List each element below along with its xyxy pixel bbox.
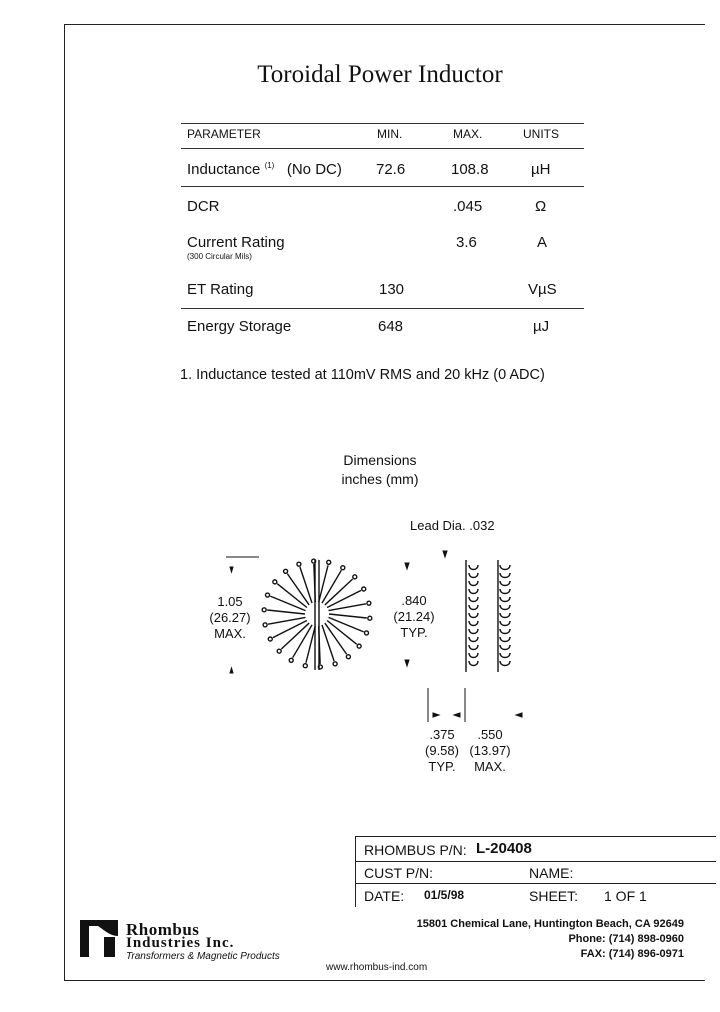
header-units: UNITS <box>523 127 559 141</box>
row-dcr-units: Ω <box>535 198 547 215</box>
coil-turn <box>500 653 510 658</box>
pn-label: RHOMBUS P/N: <box>364 842 467 858</box>
footnote: 1. Inductance tested at 110mV RMS and 20 kHz (0 ADC) <box>180 367 545 383</box>
coil-turn <box>469 637 478 642</box>
winding-loop <box>333 662 337 666</box>
coil-turn <box>469 565 478 570</box>
coil-turn <box>500 581 510 586</box>
coil-turn <box>469 589 478 594</box>
date-value: 01/5/98 <box>424 888 465 902</box>
winding-loop <box>268 637 272 641</box>
company-address: 15801 Chemical Lane, Huntington Beach, CA 92649 <box>416 918 684 930</box>
row-inductance-max: 108.8 <box>451 161 489 178</box>
row-et-param: ET Rating <box>187 281 254 298</box>
coil-turn <box>500 613 510 618</box>
winding-turn <box>268 617 305 624</box>
header-parameter: PARAMETER <box>187 127 261 141</box>
row-energy-min: 648 <box>378 318 404 335</box>
row-inductance-param: Inductance $^{(1)}$ (No DC) <box>187 161 342 178</box>
coil-turn <box>500 645 510 650</box>
company-name-line2: Industries Inc. <box>126 935 235 951</box>
winding-loop <box>362 587 366 591</box>
row-current-units: A <box>537 234 548 251</box>
coil-turn <box>500 573 510 578</box>
winding-loop <box>346 655 350 659</box>
winding-loop <box>262 608 266 612</box>
winding-loop <box>303 664 307 668</box>
winding-turn <box>300 567 312 603</box>
pn-value: L-20408 <box>476 840 532 857</box>
winding-loop <box>277 649 281 653</box>
winding-loop <box>368 616 372 620</box>
company-tagline: Transformers & Magnetic Products <box>126 951 280 962</box>
row-et-min: 130 <box>379 281 405 298</box>
cust-pn-label: CUST P/N: <box>364 865 433 881</box>
winding-turn <box>322 625 334 661</box>
coil-turn <box>469 629 478 634</box>
coil-turn <box>469 573 478 578</box>
winding-turn <box>329 604 366 611</box>
row-inductance-units: µH <box>531 161 551 178</box>
row-energy-param: Energy Storage <box>187 318 292 335</box>
date-label: DATE: <box>364 888 405 904</box>
row-et-units: VµS <box>528 281 557 298</box>
winding-turn <box>270 596 305 610</box>
row-dcr-max: .045 <box>453 198 483 215</box>
row-energy-units: µJ <box>533 318 550 335</box>
coil-turn <box>469 645 478 650</box>
coil-turn <box>469 653 478 658</box>
row-dcr-param: DCR <box>187 198 220 215</box>
coil-turn <box>469 661 478 666</box>
winding-turn <box>267 610 305 614</box>
winding-loop <box>327 560 331 564</box>
header-min: MIN. <box>377 127 403 141</box>
company-website[interactable]: www.rhombus-ind.com <box>326 962 428 973</box>
row-current-sub: (300 Circular Mils) <box>187 252 252 261</box>
row-current-max: 3.6 <box>456 234 477 251</box>
title-block <box>355 836 716 907</box>
coil-side-view <box>466 560 510 672</box>
coil-turn <box>500 605 510 610</box>
winding-turn <box>319 565 328 602</box>
name-label: NAME: <box>529 865 574 881</box>
row-inductance-min: 72.6 <box>376 161 406 178</box>
coil-height-dimension: .840 (21.24) TYP. <box>393 593 435 640</box>
dimensions-heading: Dimensions inches (mm) <box>341 452 419 487</box>
winding-loop <box>297 562 301 566</box>
coil-turn <box>500 589 510 594</box>
winding-turn <box>306 626 315 663</box>
toroid-top-view <box>262 559 372 670</box>
coil-turn <box>469 621 478 626</box>
winding-loop <box>266 593 270 597</box>
lead-spacing-dimension: .375 (9.58) TYP. <box>425 727 459 774</box>
width-dimension: .550 (13.97) MAX. <box>469 727 511 774</box>
coil-turn <box>469 581 478 586</box>
winding-turn <box>329 617 364 631</box>
header-max: MAX. <box>453 127 483 141</box>
winding-loop <box>353 575 357 579</box>
row-current-param: Current Rating <box>187 234 285 251</box>
height-dimension: 1.05 (26.27) MAX. <box>209 594 251 641</box>
winding-loop <box>364 631 368 635</box>
winding-loop <box>357 644 361 648</box>
coil-turn <box>469 605 478 610</box>
winding-loop <box>341 566 345 570</box>
lead-dia-label: Lead Dia. .032 <box>410 518 495 533</box>
company-fax: FAX: (714) 896-0971 <box>580 948 684 960</box>
company-name-line1: Rhombus <box>126 920 200 939</box>
winding-turn <box>329 614 367 618</box>
winding-loop <box>284 569 288 573</box>
coil-turn <box>500 621 510 626</box>
sheet-label: SHEET: <box>529 888 579 904</box>
coil-turn <box>469 597 478 602</box>
winding-loop <box>263 623 267 627</box>
coil-turn <box>500 565 510 570</box>
coil-turn <box>500 597 510 602</box>
coil-turn <box>500 661 510 666</box>
coil-turn <box>500 629 510 634</box>
company-phone: Phone: (714) 898-0960 <box>568 933 684 945</box>
winding-loop <box>367 601 371 605</box>
winding-loop <box>273 580 277 584</box>
sheet-value: 1 OF 1 <box>604 888 647 904</box>
coil-turn <box>469 613 478 618</box>
winding-loop <box>289 658 293 662</box>
coil-turn <box>500 637 510 642</box>
page-title: Toroidal Power Inductor <box>257 61 503 88</box>
